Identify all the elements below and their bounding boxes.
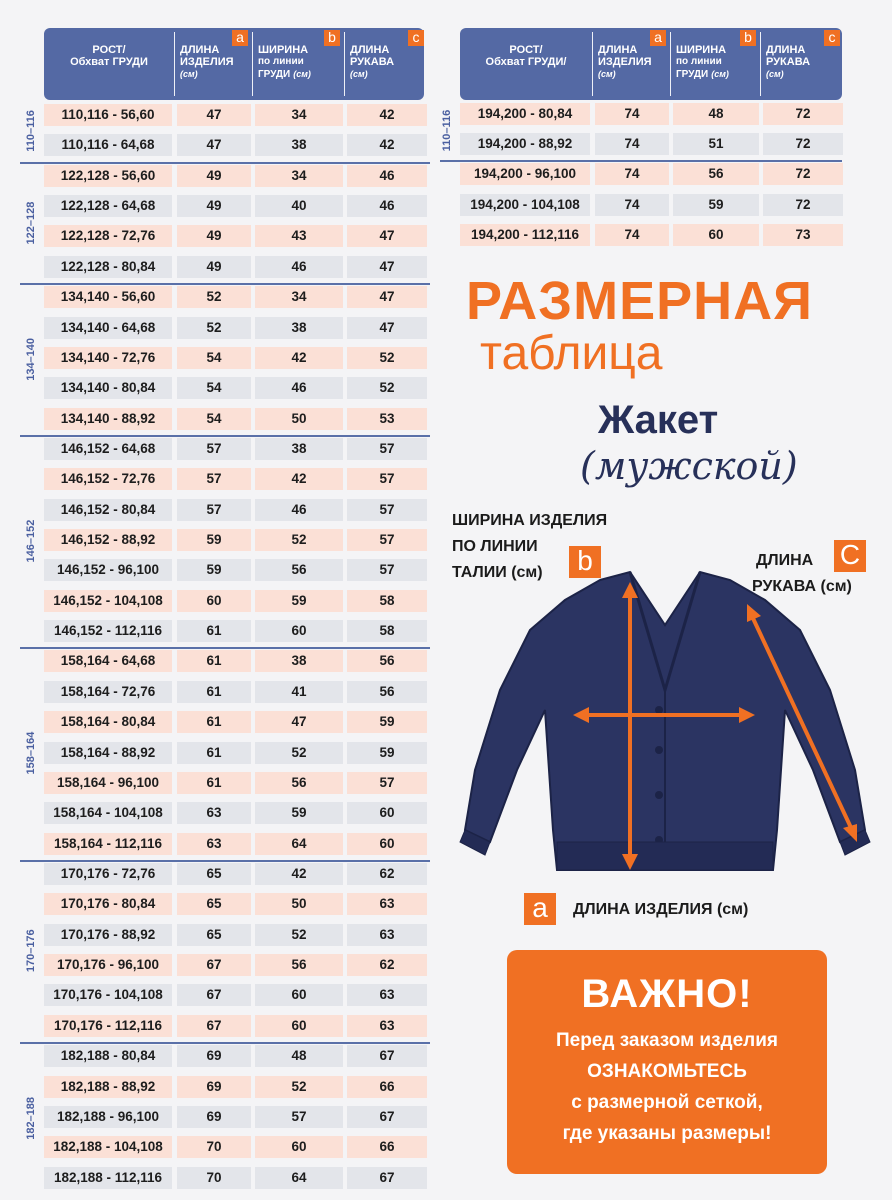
cell-sleeve: 57	[347, 499, 427, 521]
width-badge: b	[569, 546, 601, 578]
cell-sleeve: 73	[763, 224, 843, 246]
cell-size: 146,152 - 104,108	[44, 590, 172, 612]
header-separator	[760, 32, 761, 96]
cell-size: 182,188 - 104,108	[44, 1136, 172, 1158]
cell-width: 48	[673, 103, 759, 125]
cell-length: 74	[595, 163, 669, 185]
cell-sleeve: 47	[347, 317, 427, 339]
cell-size: 182,188 - 96,100	[44, 1106, 172, 1128]
cell-length: 74	[595, 224, 669, 246]
cell-length: 63	[177, 833, 251, 855]
cell-sleeve: 57	[347, 438, 427, 460]
sleeve-badge: C	[834, 540, 866, 572]
header-sleeve	[762, 28, 844, 100]
cell-size: 122,128 - 56,60	[44, 165, 172, 187]
cell-width: 38	[255, 134, 343, 156]
width-label: ШИРИНА ИЗДЕЛИЯ ПО ЛИНИИ ТАЛИИ (см)	[452, 512, 608, 581]
cell-width: 34	[255, 165, 343, 187]
cell-length: 49	[177, 165, 251, 187]
cell-size: 170,176 - 88,92	[44, 924, 172, 946]
cell-size: 122,128 - 80,84	[44, 256, 172, 278]
header-sleeve-badge: c	[408, 30, 424, 46]
cell-size: 110,116 - 64,68	[44, 134, 172, 156]
cell-sleeve: 60	[347, 833, 427, 855]
cell-length: 67	[177, 954, 251, 976]
cell-width: 34	[255, 286, 343, 308]
cell-size: 122,128 - 64,68	[44, 195, 172, 217]
group-label: 146–152	[25, 519, 37, 563]
cell-sleeve: 63	[347, 893, 427, 915]
cell-sleeve: 56	[347, 681, 427, 703]
group-divider	[20, 435, 430, 437]
cell-length: 59	[177, 529, 251, 551]
cell-length: 65	[177, 863, 251, 885]
cell-length: 69	[177, 1076, 251, 1098]
group-label: 122–128	[25, 201, 37, 244]
cell-size: 134,140 - 80,84	[44, 377, 172, 399]
group-label: 110–116	[25, 110, 37, 153]
cell-width: 34	[255, 104, 343, 126]
cell-sleeve: 63	[347, 1015, 427, 1037]
cell-sleeve: 67	[347, 1045, 427, 1067]
notice-body: Перед заказом изделия ОЗНАКОМЬТЕСЬ с размерной сеткой, где указаны размеры!	[555, 1030, 779, 1144]
group-divider	[20, 860, 430, 862]
cell-length: 54	[177, 377, 251, 399]
cell-size: 182,188 - 80,84	[44, 1045, 172, 1067]
group-label: 158–164	[25, 732, 37, 776]
header-separator	[252, 32, 253, 96]
cell-size: 134,140 - 88,92	[44, 408, 172, 430]
header-width-sub	[258, 56, 344, 81]
header-width-text	[254, 44, 344, 81]
header-length-unit: (см)	[180, 69, 198, 79]
header-sleeve-text	[762, 44, 844, 80]
cell-width: 52	[255, 742, 343, 764]
cell-length: 57	[177, 468, 251, 490]
cell-width: 40	[255, 195, 343, 217]
cell-length: 61	[177, 742, 251, 764]
cell-width: 64	[255, 1167, 343, 1189]
cell-sleeve: 57	[347, 468, 427, 490]
header-sleeve-unit: (см)	[350, 69, 368, 79]
sleeve-label-line2: РУКАВА (см)	[752, 578, 852, 595]
group-divider	[20, 283, 430, 285]
group-divider	[20, 647, 430, 649]
cell-width: 60	[255, 620, 343, 642]
cell-sleeve: 60	[347, 802, 427, 824]
group-label: 170–176	[25, 929, 37, 973]
header-sleeve-label: ДЛИНА РУКАВА	[766, 44, 811, 68]
cell-length: 52	[177, 286, 251, 308]
cell-sleeve: 63	[347, 924, 427, 946]
header-width-unit: (см)	[711, 69, 729, 79]
cell-width: 60	[255, 984, 343, 1006]
cell-width: 59	[673, 194, 759, 216]
cell-length: 61	[177, 620, 251, 642]
cell-length: 61	[177, 711, 251, 733]
cell-width: 50	[255, 408, 343, 430]
cell-length: 52	[177, 317, 251, 339]
cell-sleeve: 53	[347, 408, 427, 430]
header-separator	[344, 32, 345, 96]
cell-sleeve: 57	[347, 529, 427, 551]
cell-sleeve: 47	[347, 225, 427, 247]
cell-width: 56	[255, 772, 343, 794]
cell-size: 194,200 - 88,92	[460, 133, 590, 155]
length-label: ДЛИНА ИЗДЕЛИЯ (см)	[573, 901, 749, 918]
cell-size: 170,176 - 80,84	[44, 893, 172, 915]
notice-heading: ВАЖНО!	[581, 972, 753, 1016]
cell-width: 52	[255, 529, 343, 551]
cell-length: 54	[177, 347, 251, 369]
header-height-chest-text: РОСТ/ Обхват ГРУДИ/	[485, 44, 567, 68]
cell-size: 134,140 - 56,60	[44, 286, 172, 308]
cell-sleeve: 47	[347, 256, 427, 278]
cell-width: 59	[255, 590, 343, 612]
cell-width: 60	[673, 224, 759, 246]
cell-length: 47	[177, 134, 251, 156]
cell-width: 64	[255, 833, 343, 855]
cell-sleeve: 46	[347, 195, 427, 217]
cell-width: 42	[255, 863, 343, 885]
cell-sleeve: 72	[763, 133, 843, 155]
cell-sleeve: 59	[347, 742, 427, 764]
cell-width: 52	[255, 1076, 343, 1098]
cell-size: 134,140 - 64,68	[44, 317, 172, 339]
cell-size: 146,152 - 96,100	[44, 559, 172, 581]
cell-width: 46	[255, 377, 343, 399]
header-separator	[174, 32, 175, 96]
cell-size: 170,176 - 112,116	[44, 1015, 172, 1037]
cell-width: 38	[255, 650, 343, 672]
cell-sleeve: 72	[763, 194, 843, 216]
cell-width: 38	[255, 317, 343, 339]
header-width-sub-text: по линии ГРУДИ	[676, 56, 722, 80]
header-width-badge: b	[740, 30, 756, 46]
cell-sleeve: 58	[347, 620, 427, 642]
header-length	[594, 28, 670, 100]
cell-length: 61	[177, 772, 251, 794]
cell-length: 57	[177, 438, 251, 460]
cell-width: 42	[255, 468, 343, 490]
cell-width: 56	[255, 559, 343, 581]
cell-sleeve: 72	[763, 103, 843, 125]
header-width-unit: (см)	[293, 69, 311, 79]
cell-sleeve: 47	[347, 286, 427, 308]
cell-size: 158,164 - 88,92	[44, 742, 172, 764]
header-height-chest	[460, 28, 592, 100]
cell-size: 170,176 - 104,108	[44, 984, 172, 1006]
jacket-waistband	[557, 842, 773, 870]
cell-width: 46	[255, 256, 343, 278]
page-title: РАЗМЕРНАЯ	[466, 271, 813, 331]
header-width	[254, 28, 344, 100]
cell-length: 49	[177, 195, 251, 217]
important-notice	[507, 950, 827, 1174]
cell-sleeve: 42	[347, 134, 427, 156]
cell-length: 67	[177, 1015, 251, 1037]
cell-size: 182,188 - 112,116	[44, 1167, 172, 1189]
cell-size: 146,152 - 80,84	[44, 499, 172, 521]
cell-width: 52	[255, 924, 343, 946]
header-length-unit: (см)	[598, 69, 616, 79]
cell-width: 56	[255, 954, 343, 976]
cell-length: 60	[177, 590, 251, 612]
header-width	[672, 28, 760, 100]
cell-size: 194,200 - 112,116	[460, 224, 590, 246]
cell-width: 47	[255, 711, 343, 733]
length-badge: a	[524, 893, 556, 925]
header-separator	[592, 32, 593, 96]
jacket-illustration	[455, 570, 875, 880]
header-length-badge: a	[232, 30, 248, 46]
button	[655, 746, 663, 754]
header-width-sub-text: по линии ГРУДИ	[258, 56, 304, 80]
group-divider	[20, 1042, 430, 1044]
cell-length: 63	[177, 802, 251, 824]
cell-width: 42	[255, 347, 343, 369]
cell-length: 67	[177, 984, 251, 1006]
header-width-sub	[676, 56, 760, 81]
sleeve-label-line1: ДЛИНА	[756, 552, 814, 569]
cell-sleeve: 67	[347, 1167, 427, 1189]
cell-width: 51	[673, 133, 759, 155]
cell-width: 50	[255, 893, 343, 915]
cell-sleeve: 42	[347, 104, 427, 126]
cell-sleeve: 52	[347, 377, 427, 399]
cell-size: 158,164 - 104,108	[44, 802, 172, 824]
cell-width: 60	[255, 1015, 343, 1037]
header-sleeve-unit: (см)	[766, 69, 784, 79]
cell-width: 46	[255, 499, 343, 521]
cell-width: 38	[255, 438, 343, 460]
cell-sleeve: 59	[347, 711, 427, 733]
cell-size: 158,164 - 64,68	[44, 650, 172, 672]
group-divider	[20, 162, 430, 164]
cell-width: 59	[255, 802, 343, 824]
cell-width: 60	[255, 1136, 343, 1158]
group-label: 110–116	[441, 109, 453, 152]
cell-sleeve: 62	[347, 863, 427, 885]
group-divider	[440, 160, 842, 162]
cell-width: 56	[673, 163, 759, 185]
cell-length: 70	[177, 1167, 251, 1189]
cell-sleeve: 67	[347, 1106, 427, 1128]
cell-size: 122,128 - 72,76	[44, 225, 172, 247]
header-sleeve-text	[346, 44, 428, 80]
cell-size: 194,200 - 96,100	[460, 163, 590, 185]
header-width-label: ШИРИНА	[258, 44, 309, 56]
cell-length: 74	[595, 194, 669, 216]
cell-sleeve: 52	[347, 347, 427, 369]
header-length-label: ДЛИНА ИЗДЕЛИЯ	[180, 44, 234, 68]
header-height-chest	[44, 28, 174, 100]
cell-length: 65	[177, 893, 251, 915]
header-width-text	[672, 44, 760, 81]
cell-sleeve: 57	[347, 772, 427, 794]
header-length-text	[176, 44, 252, 80]
cell-size: 134,140 - 72,76	[44, 347, 172, 369]
cell-width: 48	[255, 1045, 343, 1067]
cell-length: 74	[595, 103, 669, 125]
header-sleeve-badge: c	[824, 30, 840, 46]
header-separator	[670, 32, 671, 96]
cell-sleeve: 56	[347, 650, 427, 672]
header-sleeve	[346, 28, 428, 100]
button	[655, 791, 663, 799]
cell-size: 110,116 - 56,60	[44, 104, 172, 126]
cell-length: 49	[177, 225, 251, 247]
cell-sleeve: 72	[763, 163, 843, 185]
product-name: Жакет	[598, 398, 719, 442]
cell-length: 70	[177, 1136, 251, 1158]
cell-length: 57	[177, 499, 251, 521]
cell-size: 194,200 - 104,108	[460, 194, 590, 216]
cell-sleeve: 57	[347, 559, 427, 581]
table-header	[44, 28, 424, 100]
header-length	[176, 28, 252, 100]
cell-size: 194,200 - 80,84	[460, 103, 590, 125]
cell-sleeve: 58	[347, 590, 427, 612]
table-header	[460, 28, 842, 100]
group-label: 134–140	[25, 337, 37, 381]
cell-size: 146,152 - 72,76	[44, 468, 172, 490]
cell-sleeve: 46	[347, 165, 427, 187]
cell-sleeve: 66	[347, 1076, 427, 1098]
cell-size: 182,188 - 88,92	[44, 1076, 172, 1098]
cell-size: 146,152 - 88,92	[44, 529, 172, 551]
cell-length: 74	[595, 133, 669, 155]
cell-size: 158,164 - 96,100	[44, 772, 172, 794]
cell-size: 158,164 - 72,76	[44, 681, 172, 703]
group-label: 182–188	[25, 1096, 37, 1140]
header-sleeve-label: ДЛИНА РУКАВА	[350, 44, 395, 68]
cell-size: 158,164 - 112,116	[44, 833, 172, 855]
header-width-badge: b	[324, 30, 340, 46]
page-subtitle: таблица	[480, 327, 663, 380]
header-width-label: ШИРИНА	[676, 44, 727, 56]
cell-length: 61	[177, 681, 251, 703]
header-length-text	[594, 44, 670, 80]
product-variant: (мужской)	[580, 444, 798, 488]
header-length-label: ДЛИНА ИЗДЕЛИЯ	[598, 44, 652, 68]
cell-sleeve: 63	[347, 984, 427, 1006]
cell-length: 54	[177, 408, 251, 430]
cell-length: 65	[177, 924, 251, 946]
header-height-chest-text: РОСТ/ Обхват ГРУДИ	[70, 44, 148, 68]
cell-size: 146,152 - 64,68	[44, 438, 172, 460]
button	[655, 706, 663, 714]
cell-length: 49	[177, 256, 251, 278]
cell-length: 59	[177, 559, 251, 581]
cell-size: 158,164 - 80,84	[44, 711, 172, 733]
cell-size: 170,176 - 72,76	[44, 863, 172, 885]
cell-sleeve: 66	[347, 1136, 427, 1158]
cell-width: 43	[255, 225, 343, 247]
cell-length: 47	[177, 104, 251, 126]
header-length-badge: a	[650, 30, 666, 46]
cell-sleeve: 62	[347, 954, 427, 976]
cell-width: 57	[255, 1106, 343, 1128]
cell-length: 61	[177, 650, 251, 672]
cell-size: 146,152 - 112,116	[44, 620, 172, 642]
cell-width: 41	[255, 681, 343, 703]
cell-size: 170,176 - 96,100	[44, 954, 172, 976]
cell-length: 69	[177, 1045, 251, 1067]
cell-length: 69	[177, 1106, 251, 1128]
